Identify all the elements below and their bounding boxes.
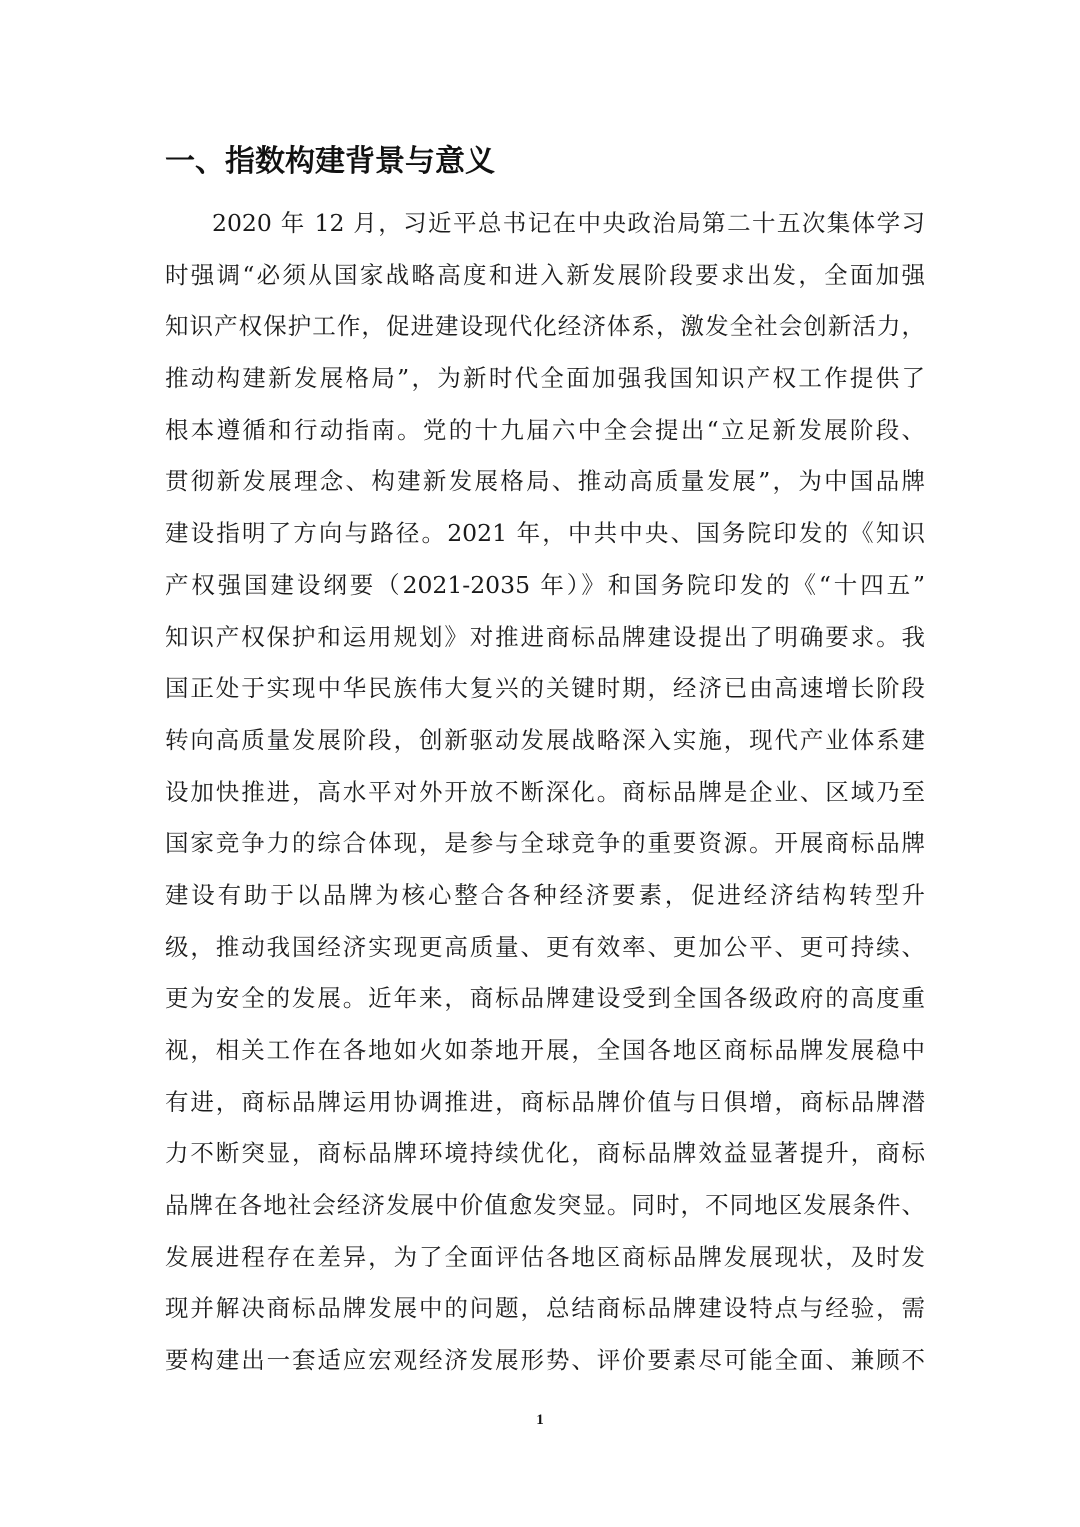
paragraph-line: 视，相关工作在各地如火如荼地开展，全国各地区商标品牌发展稳中: [165, 1036, 925, 1064]
section-heading: 一、指数构建背景与意义: [165, 144, 495, 179]
paragraph-line: 知识产权保护工作，促进建设现代化经济体系，激发全社会创新活力，: [165, 312, 925, 341]
paragraph-line: 转向高质量发展阶段，创新驱动发展战略深入实施，现代产业体系建: [165, 725, 925, 754]
paragraph-line: 更为安全的发展。近年来，商标品牌建设受到全国各级政府的高度重: [165, 984, 925, 1013]
paragraph-line: 现并解决商标品牌发展中的问题，总结商标品牌建设特点与经验，需: [165, 1294, 925, 1323]
paragraph-line: 时强调“必须从国家战略高度和进入新发展阶段要求出发，全面加强: [165, 260, 925, 289]
paragraph-line: 发展进程存在差异，为了全面评估各地区商标品牌发展现状，及时发: [165, 1242, 925, 1271]
page-number: 1: [536, 1412, 544, 1428]
paragraph-line: 国家竞争力的综合体现，是参与全球竞争的重要资源。开展商标品牌: [165, 829, 925, 858]
paragraph-line: 有进，商标品牌运用协调推进，商标品牌价值与日俱增，商标品牌潜: [165, 1087, 925, 1116]
paragraph-line: 产权强国建设纲要（2021-2035 年）》和国务院印发的《“十四五”: [165, 570, 925, 599]
paragraph-line: 力不断突显，商标品牌环境持续优化，商标品牌效益显著提升，商标: [165, 1139, 925, 1168]
paragraph-line: 建设有助于以品牌为核心整合各种经济要素，促进经济结构转型升: [165, 880, 925, 909]
paragraph-line: 知识产权保护和运用规划》对推进商标品牌建设提出了明确要求。我: [165, 622, 925, 651]
paragraph-line: 要构建出一套适应宏观经济发展形势、评价要素尽可能全面、兼顾不: [165, 1346, 925, 1375]
paragraph-line: 贯彻新发展理念、构建新发展格局、推动高质量发展”，为中国品牌: [165, 467, 925, 496]
paragraph-line: 根本遵循和行动指南。党的十九届六中全会提出“立足新发展阶段、: [165, 415, 925, 444]
paragraph-line: 推动构建新发展格局”，为新时代全面加强我国知识产权工作提供了: [165, 364, 925, 393]
paragraph-line: 设加快推进，高水平对外开放不断深化。商标品牌是企业、区域乃至: [165, 777, 925, 806]
paragraph-line: 2020 年 12 月，习近平总书记在中央政治局第二十五次集体学习: [212, 209, 925, 237]
paragraph-line: 国正处于实现中华民族伟大复兴的关键时期，经济已由高速增长阶段: [165, 674, 925, 703]
body-paragraph: [165, 200, 925, 1389]
paragraph-line: 品牌在各地社会经济发展中价值愈发突显。同时，不同地区发展条件、: [165, 1191, 925, 1220]
paragraph-line: 级，推动我国经济实现更高质量、更有效率、更加公平、更可持续、: [165, 932, 925, 961]
paragraph-line: 建设指明了方向与路径。2021 年，中共中央、国务院印发的《知识: [165, 519, 925, 548]
